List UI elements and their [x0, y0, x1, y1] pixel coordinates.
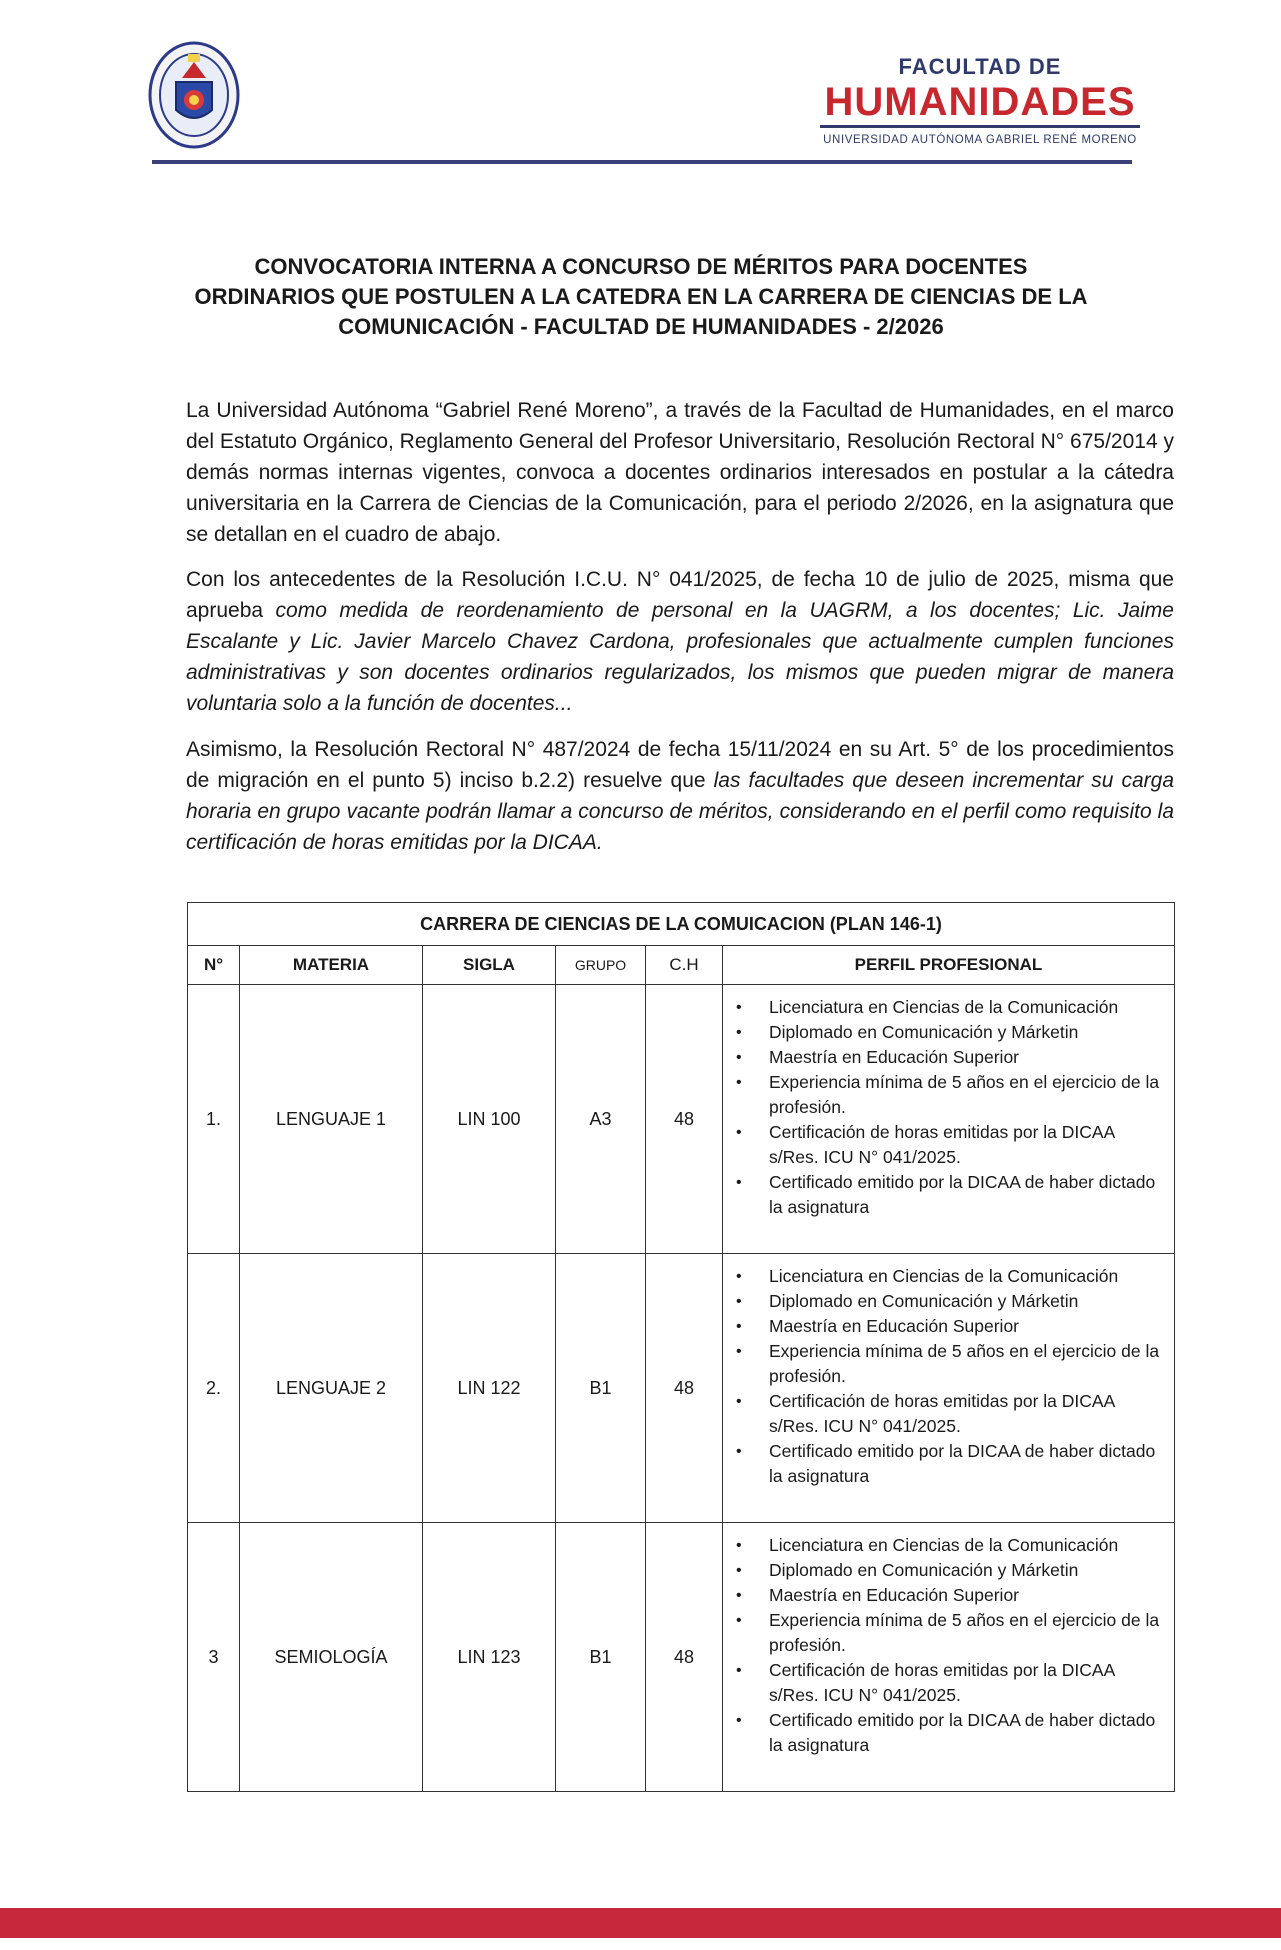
cell-grupo: B1 — [556, 1254, 646, 1523]
cell-num: 1. — [188, 985, 240, 1254]
cell-perfil — [723, 1523, 1175, 1792]
subjects-table — [187, 902, 1175, 1792]
table-row — [188, 1523, 1175, 1792]
cell-ch: 48 — [646, 1523, 723, 1792]
cell-grupo: B1 — [556, 1523, 646, 1792]
perfil-item: • Experiencia mínima de 5 años en el ejercicio de la profesión. — [769, 1070, 1166, 1120]
cell-materia: SEMIOLOGÍA — [240, 1523, 423, 1792]
perfil-item: • Diplomado en Comunicación y Márketin — [769, 1558, 1166, 1583]
document-title: CONVOCATORIA INTERNA A CONCURSO DE MÉRITOS PARA DOCENTES ORDINARIOS QUE POSTULEN A LA CATEDRA EN LA CARRERA DE CIENCIAS DE LA COMUNICACIÓN - FACULTAD DE HUMANIDADES - 2/2026 — [194, 254, 1088, 339]
table-caption: CARRERA DE CIENCIAS DE LA COMUICACION (PLAN 146-1) — [188, 903, 1175, 946]
faculty-main-text: HUMANIDADES — [820, 82, 1140, 128]
header-perfil: PERFIL PROFESIONAL — [723, 946, 1175, 985]
paragraph-intro: La Universidad Autónoma “Gabriel René Moreno”, a través de la Facultad de Humanidades, en el marco del Estatuto Orgánico, Reglamento General del Profesor Universitario, Resolución Rectoral N° 675/2014 y demás normas internas vigentes, convoca a docentes ordinarios interesados en postular a la cátedra universitaria en la Carrera de Ciencias de la Comunicación, para el periodo 2/2026, en la asignatura que se detallan en el cuadro de abajo. — [186, 399, 1174, 546]
paragraph-antecedentes-text: Con los antecedentes de la Resolución I.C.U. N° 041/2025, de fecha 10 de julio de 2025, misma que aprueba — [186, 568, 1174, 622]
university-seal-logo — [148, 40, 240, 150]
perfil-list — [727, 995, 1166, 1220]
header-grupo: GRUPO — [556, 946, 646, 985]
cell-perfil — [723, 1254, 1175, 1523]
cell-grupo: A3 — [556, 985, 646, 1254]
header-num: N° — [188, 946, 240, 985]
perfil-item: • Experiencia mínima de 5 años en el ejercicio de la profesión. — [769, 1339, 1166, 1389]
perfil-item: • Certificado emitido por la DICAA de haber dictado la asignatura — [769, 1170, 1166, 1220]
perfil-item: • Diplomado en Comunicación y Márketin — [769, 1289, 1166, 1314]
perfil-item: • Certificación de horas emitidas por la DICAA s/Res. ICU N° 041/2025. — [769, 1120, 1166, 1170]
header-sigla: SIGLA — [423, 946, 556, 985]
table-row — [188, 1254, 1175, 1523]
perfil-item: • Maestría en Educación Superior — [769, 1583, 1166, 1608]
cell-materia: LENGUAJE 2 — [240, 1254, 423, 1523]
perfil-list — [727, 1533, 1166, 1758]
perfil-item: • Maestría en Educación Superior — [769, 1045, 1166, 1070]
perfil-item: • Licenciatura en Ciencias de la Comunicación — [769, 1533, 1166, 1558]
faculty-logo — [820, 54, 1140, 146]
cell-perfil — [723, 985, 1175, 1254]
university-name: UNIVERSIDAD AUTÓNOMA GABRIEL RENÉ MORENO — [823, 134, 1137, 146]
perfil-item: • Licenciatura en Ciencias de la Comunicación — [769, 1264, 1166, 1289]
paragraph-antecedentes — [186, 564, 1174, 719]
perfil-item: • Certificación de horas emitidas por la DICAA s/Res. ICU N° 041/2025. — [769, 1389, 1166, 1439]
cell-materia: LENGUAJE 1 — [240, 985, 423, 1254]
paragraph-asimismo — [186, 734, 1174, 858]
cell-ch: 48 — [646, 1254, 723, 1523]
paragraph-asimismo-quote: las facultades que deseen incrementar su carga horaria en grupo vacante podrán llamar a concurso de méritos, considerando en el perfil como requisito la certificación de horas emitidas por la DICAA. — [186, 769, 1175, 854]
cell-ch: 48 — [646, 985, 723, 1254]
faculty-top-text: FACULTAD DE — [898, 54, 1062, 79]
cell-num: 3 — [188, 1523, 240, 1792]
perfil-item: • Licenciatura en Ciencias de la Comunicación — [769, 995, 1166, 1020]
perfil-item: • Diplomado en Comunicación y Márketin — [769, 1020, 1166, 1045]
perfil-item: • Maestría en Educación Superior — [769, 1314, 1166, 1339]
cell-sigla: LIN 100 — [423, 985, 556, 1254]
paragraph-antecedentes-quote: como medida de reordenamiento de personal en la UAGRM, a los docentes; Lic. Jaime Escalante y Lic. Javier Marcelo Chavez Cardona, profesionales que actualmente cumplen funciones administrativas y son docentes ordinarios regularizados, los mismos que pueden migrar de manera voluntaria solo a la función de docentes... — [186, 599, 1174, 715]
paragraph-asimismo-text: Asimismo, la Resolución Rectoral N° 487/2024 de fecha 15/11/2024 en su Art. 5° de los procedimientos de migración en el punto 5) inciso b.2.2) resuelve que — [186, 738, 1174, 792]
cell-sigla: LIN 122 — [423, 1254, 556, 1523]
perfil-item: • Certificación de horas emitidas por la DICAA s/Res. ICU N° 041/2025. — [769, 1658, 1166, 1708]
table-header-row — [188, 946, 1175, 985]
cell-num: 2. — [188, 1254, 240, 1523]
footer-color-bar — [0, 1908, 1281, 1938]
perfil-item: • Certificado emitido por la DICAA de haber dictado la asignatura — [769, 1439, 1166, 1489]
perfil-item: • Certificado emitido por la DICAA de haber dictado la asignatura — [769, 1708, 1166, 1758]
perfil-item: • Experiencia mínima de 5 años en el ejercicio de la profesión. — [769, 1608, 1166, 1658]
cell-sigla: LIN 123 — [423, 1523, 556, 1792]
perfil-list — [727, 1264, 1166, 1489]
table-row — [188, 985, 1175, 1254]
header-divider — [152, 160, 1132, 164]
header-ch: C.H — [646, 946, 723, 985]
header-materia: MATERIA — [240, 946, 423, 985]
